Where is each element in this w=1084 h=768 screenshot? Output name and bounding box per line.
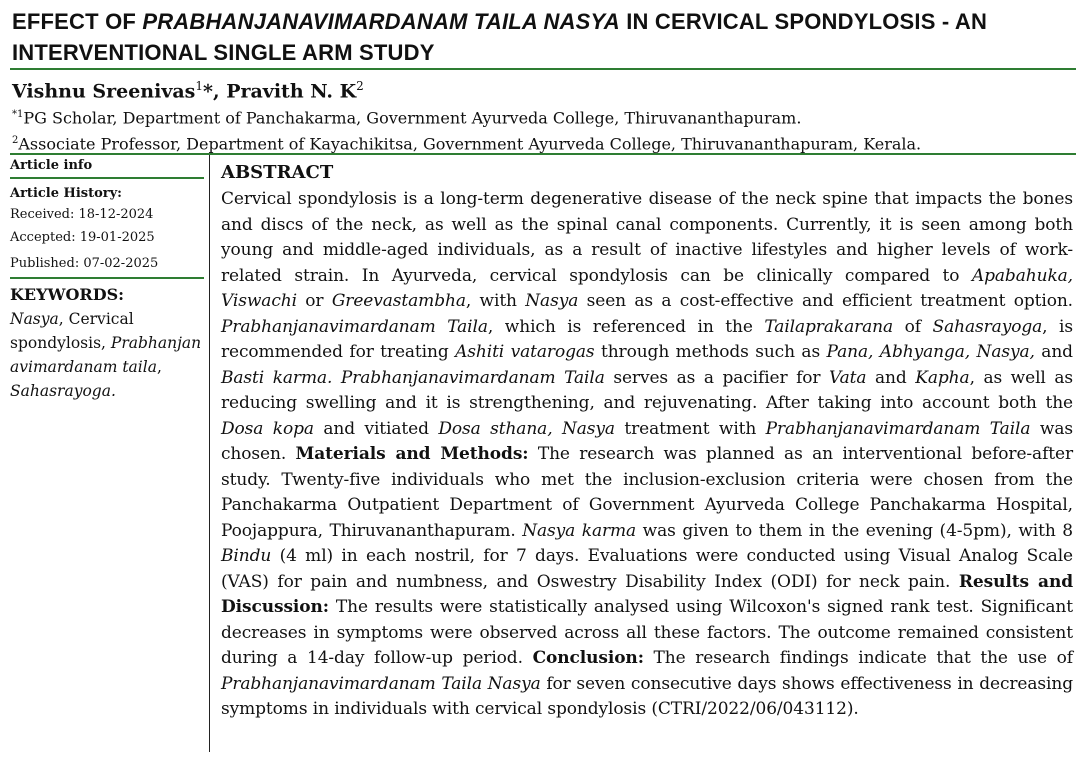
- abstract-body: [221, 187, 1073, 723]
- affiliation-1-sup: *1: [12, 109, 24, 120]
- abstract-text: seen as a cost-effective and efficient treatment option.: [578, 291, 1073, 311]
- abstract-text: The research findings indicate that the use of: [643, 648, 1073, 668]
- keyword-3: Prabhanjanavimardanam taila: [10, 334, 202, 376]
- abstract-term: Kapha: [915, 367, 970, 388]
- abstract-term: Nasya karma: [522, 520, 637, 541]
- keywords-list: [10, 307, 204, 403]
- abstract-text: treatment with: [614, 418, 766, 439]
- abstract-text: was chosen.: [221, 418, 1073, 464]
- received-date: Received: 18-12-2024: [10, 207, 154, 222]
- abstract-term: Prabhanjanavimardanam Taila: [221, 316, 488, 337]
- author-line: [12, 72, 364, 105]
- materials-methods-label: Materials and Methods:: [295, 444, 529, 464]
- affiliation-1-text: PG Scholar, Department of Panchakarma, Government Ayurveda College, Thiruvananthapuram.: [23, 108, 802, 128]
- title-part-2: IN CERVICAL SPONDYLOSIS - AN INTERVENTIONAL SINGLE ARM STUDY: [12, 9, 988, 65]
- abstract-term: Basti karma. Prabhanjanavimardanam Taila: [221, 367, 605, 388]
- abstract-section: [221, 160, 1073, 723]
- article-info-divider: [10, 177, 204, 179]
- author-2-sup: 2: [356, 79, 364, 93]
- title-divider: [10, 68, 1076, 70]
- affiliation-2-text: Associate Professor, Department of Kayachikitsa, Government Ayurveda College, Thiruvananthapuram, Kerala.: [18, 134, 922, 154]
- keyword-2: , Cervical spondylosis,: [10, 310, 134, 352]
- title-part-1: EFFECT OF: [12, 9, 143, 34]
- abstract-heading: ABSTRACT: [221, 162, 334, 183]
- abstract-term: Greevastambha: [331, 291, 466, 311]
- abstract-term: Apabahuka, Viswachi: [221, 265, 1073, 311]
- abstract-text: serves as a pacifier for: [604, 367, 830, 388]
- article-info-sidebar: [10, 157, 204, 403]
- abstract-text: , is recommended for treating: [221, 316, 1073, 362]
- author-1-mark: *,: [203, 80, 227, 103]
- published-date: Published: 07-02-2025: [10, 256, 159, 271]
- abstract-term: Prabhanjanavimardanam Taila: [765, 418, 1031, 439]
- paper-title: [12, 6, 1072, 68]
- abstract-term: Dosa kopa: [221, 418, 314, 439]
- keyword-1: Nasya: [10, 310, 59, 328]
- abstract-text: was given to them in the evening (4-5pm), with 8: [636, 520, 1073, 541]
- affiliation-2: [12, 130, 921, 155]
- abstract-text: , with: [465, 291, 526, 311]
- article-history-heading: Article History:: [10, 186, 122, 201]
- column-divider: [209, 155, 210, 752]
- article-info-heading: Article info: [10, 158, 93, 173]
- abstract-text: , as well as reducing swelling and it is strengthening, and rejuvenating. After taking into account both the: [221, 367, 1073, 413]
- abstract-term: Sahasrayoga: [932, 316, 1043, 337]
- abstract-text: for seven consecutive days shows effectiveness in decreasing symptoms in individuals with cervical spondylosis (CTRI/2022/06/043112).: [221, 673, 1073, 719]
- abstract-text: or: [296, 291, 332, 311]
- abstract-text: The research was planned as an interventional before-after study. Twenty-five individuals who met the inclusion-exclusion criteria were chosen from the Panchakarma Outpatient Department of Government Ayurveda College Panchakarma Hospital, Poojappura, Thiruvananthapuram.: [221, 444, 1074, 541]
- abstract-text: Cervical spondylosis is a long-term degenerative disease of the neck spine that impacts the bones and discs of the neck, as well as the spinal canal components. Currently, it is seen among both young and middle-aged individuals, as a result of inactive lifestyles and higher levels of work-related strain. In Ayurveda, cervical spondylosis can be clinically compared to: [221, 189, 1073, 286]
- abstract-term: Prabhanjanavimardanam Taila Nasya: [221, 673, 541, 694]
- abstract-term: Ashiti vatarogas: [455, 342, 595, 362]
- abstract-text: and: [866, 367, 916, 388]
- affiliation-2-sup: 2: [12, 135, 19, 146]
- header-divider: [10, 153, 1076, 155]
- abstract-term: Bindu: [221, 546, 272, 566]
- keyword-sep: ,: [156, 358, 162, 376]
- title-italic: PRABHANJANAVIMARDANAM TAILA NASYA: [142, 9, 620, 34]
- abstract-term: Pana, Abhyanga, Nasya,: [826, 342, 1035, 362]
- author-2: Pravith N. K: [226, 80, 357, 103]
- results-discussion-label: Results and Discussion:: [221, 571, 1073, 617]
- accepted-date: Accepted: 19-01-2025: [10, 230, 155, 245]
- keywords-divider: [10, 277, 204, 279]
- author-1-sup: 1: [195, 79, 204, 93]
- abstract-text: and vitiated: [313, 418, 439, 439]
- abstract-text: of: [893, 316, 933, 337]
- keyword-4: Sahasrayoga.: [10, 382, 116, 400]
- abstract-text: and: [1034, 342, 1073, 362]
- abstract-text: (4 ml) in each nostril, for 7 days. Evaluations were conducted using Visual Analog Scale (VAS) for pain and numbness, and Oswestry Disability Index (ODI) for neck pain.: [221, 546, 1073, 592]
- conclusion-label: Conclusion:: [532, 648, 644, 668]
- affiliation-1: [12, 104, 801, 129]
- abstract-term: Vata: [829, 367, 867, 388]
- keywords-heading: KEYWORDS:: [10, 285, 125, 304]
- abstract-text: , which is referenced in the: [487, 316, 765, 337]
- abstract-term: Nasya: [525, 291, 579, 311]
- abstract-term: Dosa sthana, Nasya: [438, 418, 615, 439]
- abstract-text: The results were statistically analysed using Wilcoxon's signed rank test. Significant decreases in symptoms were observed across all these factors. The outcome remained consistent during a 14-day follow-up period.: [221, 597, 1073, 668]
- abstract-term: Tailaprakarana: [764, 316, 894, 337]
- author-1: Vishnu Sreenivas: [12, 80, 196, 103]
- abstract-text: through methods such as: [594, 342, 827, 362]
